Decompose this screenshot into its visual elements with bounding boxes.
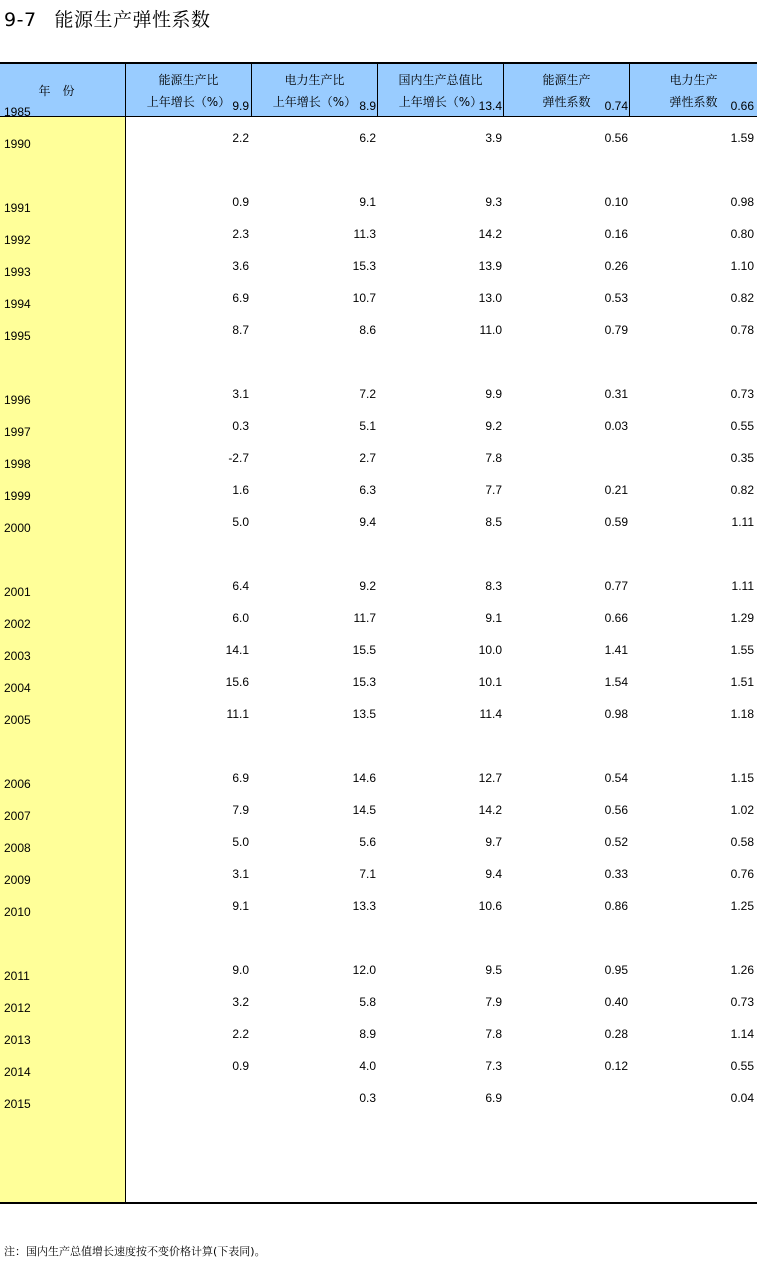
value-cell: 7.9 <box>485 995 502 1009</box>
value-cell: 14.2 <box>478 227 502 241</box>
value-cell: 0.10 <box>604 195 628 209</box>
value-cell: 0.52 <box>604 835 628 849</box>
value-cell: 0.3 <box>359 1091 376 1105</box>
value-cell: 7.8 <box>485 1027 502 1041</box>
year-cell: 2009 <box>4 873 31 887</box>
table-row <box>0 997 757 1017</box>
year-cell: 2003 <box>4 649 31 663</box>
value-cell: 6.0 <box>232 611 249 625</box>
value-cell: -2.7 <box>228 451 249 465</box>
value-cell: 0.66 <box>730 99 754 113</box>
value-cell: 0.82 <box>730 291 754 305</box>
year-cell: 1999 <box>4 489 31 503</box>
value-cell: 0.74 <box>604 99 628 113</box>
header-line1: 电力生产比 <box>284 72 345 87</box>
year-cell: 2012 <box>4 1001 31 1015</box>
value-cell: 0.86 <box>604 899 628 913</box>
table-row <box>0 325 757 345</box>
header-year: 年份 <box>0 64 126 116</box>
header-line1: 电力生产 <box>669 72 718 87</box>
year-cell: 1998 <box>4 457 31 471</box>
value-cell: 0.56 <box>604 131 628 145</box>
value-cell: 2.2 <box>232 131 249 145</box>
value-cell: 15.5 <box>352 643 376 657</box>
value-cell: 0.12 <box>604 1059 628 1073</box>
table-row <box>0 197 757 217</box>
table-row <box>0 1029 757 1049</box>
value-cell: 7.7 <box>485 483 502 497</box>
value-cell: 0.04 <box>730 1091 754 1105</box>
table-row <box>0 485 757 505</box>
value-cell: 3.6 <box>232 259 249 273</box>
value-cell: 13.9 <box>478 259 502 273</box>
value-cell: 1.54 <box>604 675 628 689</box>
value-cell: 9.3 <box>485 195 502 209</box>
header-line1: 国内生产总值比 <box>398 72 483 87</box>
value-cell: 0.98 <box>604 707 628 721</box>
value-cell: 5.6 <box>359 835 376 849</box>
value-cell: 0.33 <box>604 867 628 881</box>
value-cell: 5.0 <box>232 835 249 849</box>
value-cell: 9.0 <box>232 963 249 977</box>
value-cell: 1.59 <box>730 131 754 145</box>
value-cell: 11.4 <box>479 707 502 721</box>
value-cell: 11.7 <box>353 611 376 625</box>
table-row <box>0 645 757 665</box>
table-number: 9-7 <box>4 9 37 31</box>
value-cell: 0.76 <box>730 867 754 881</box>
table-row <box>0 773 757 793</box>
value-cell: 9.4 <box>359 515 376 529</box>
value-cell: 9.1 <box>485 611 502 625</box>
table-row <box>0 709 757 729</box>
table-row <box>0 677 757 697</box>
value-cell: 2.2 <box>232 1027 249 1041</box>
value-cell: 0.03 <box>604 419 628 433</box>
value-cell: 15.3 <box>352 259 376 273</box>
value-cell: 3.9 <box>485 131 502 145</box>
value-cell: 0.59 <box>604 515 628 529</box>
value-cell: 14.1 <box>225 643 249 657</box>
value-cell: 2.3 <box>232 227 249 241</box>
table-row <box>0 101 757 121</box>
value-cell: 15.3 <box>352 675 376 689</box>
value-cell: 9.1 <box>232 899 249 913</box>
value-cell: 0.73 <box>730 387 754 401</box>
value-cell: 15.6 <box>225 675 249 689</box>
value-cell: 0.98 <box>730 195 754 209</box>
year-cell: 1990 <box>4 137 31 151</box>
value-cell: 1.41 <box>604 643 628 657</box>
year-cell: 1991 <box>4 201 31 215</box>
table-title-text: 能源生产弹性系数 <box>54 9 211 31</box>
value-cell: 0.80 <box>730 227 754 241</box>
table-row <box>0 869 757 889</box>
value-cell: 7.3 <box>485 1059 502 1073</box>
value-cell: 13.3 <box>352 899 376 913</box>
year-cell: 2008 <box>4 841 31 855</box>
value-cell: 10.7 <box>352 291 376 305</box>
value-cell: 8.5 <box>485 515 502 529</box>
value-cell: 3.1 <box>232 387 249 401</box>
value-cell: 7.8 <box>485 451 502 465</box>
value-cell: 13.4 <box>478 99 502 113</box>
value-cell: 1.15 <box>730 771 754 785</box>
header-line2: 上年增长（%） <box>272 94 357 109</box>
table-row <box>0 901 757 921</box>
value-cell: 0.79 <box>604 323 628 337</box>
value-cell: 0.56 <box>604 803 628 817</box>
value-cell: 6.9 <box>232 771 249 785</box>
table-row <box>0 229 757 249</box>
value-cell: 10.6 <box>478 899 502 913</box>
value-cell: 4.0 <box>359 1059 376 1073</box>
year-cell: 1993 <box>4 265 31 279</box>
value-cell: 0.16 <box>604 227 628 241</box>
value-cell: 0.58 <box>730 835 754 849</box>
year-cell: 1997 <box>4 425 31 439</box>
year-cell: 2013 <box>4 1033 31 1047</box>
table-row <box>0 613 757 633</box>
value-cell: 0.31 <box>604 387 628 401</box>
year-cell: 2014 <box>4 1065 31 1079</box>
value-cell: 0.77 <box>604 579 628 593</box>
value-cell: 8.3 <box>485 579 502 593</box>
value-cell: 8.9 <box>359 99 376 113</box>
header-line2: 弹性系数 <box>669 94 718 109</box>
value-cell: 5.0 <box>232 515 249 529</box>
value-cell: 8.7 <box>232 323 249 337</box>
value-cell: 14.5 <box>352 803 376 817</box>
year-cell: 2004 <box>4 681 31 695</box>
footnote: 注：国内生产总值增长速度按不变价格计算(下表同)。 <box>4 1245 266 1258</box>
year-cell: 1996 <box>4 393 31 407</box>
value-cell: 1.11 <box>731 579 754 593</box>
value-cell: 5.1 <box>359 419 376 433</box>
header-line1: 能源生产比 <box>158 72 219 87</box>
value-cell: 9.5 <box>485 963 502 977</box>
table-row <box>0 453 757 473</box>
table-row <box>0 389 757 409</box>
value-cell: 11.3 <box>353 227 376 241</box>
value-cell: 0.40 <box>604 995 628 1009</box>
value-cell: 1.51 <box>730 675 754 689</box>
value-cell: 0.82 <box>730 483 754 497</box>
value-cell: 2.7 <box>359 451 376 465</box>
value-cell: 1.26 <box>730 963 754 977</box>
value-cell: 0.95 <box>604 963 628 977</box>
year-cell: 2010 <box>4 905 31 919</box>
value-cell: 1.18 <box>730 707 754 721</box>
table-row <box>0 133 757 153</box>
header-line2: 上年增长（%） <box>146 94 231 109</box>
value-cell: 13.0 <box>478 291 502 305</box>
value-cell: 0.9 <box>232 1059 249 1073</box>
value-cell: 1.10 <box>730 259 754 273</box>
value-cell: 7.9 <box>232 803 249 817</box>
data-table <box>0 62 757 1204</box>
bottom-rule <box>0 1202 757 1204</box>
value-cell: 0.73 <box>730 995 754 1009</box>
year-cell: 2006 <box>4 777 31 791</box>
value-cell: 6.2 <box>359 131 376 145</box>
year-cell: 2015 <box>4 1097 31 1111</box>
table-row <box>0 517 757 537</box>
value-cell: 9.7 <box>485 835 502 849</box>
value-cell: 3.2 <box>232 995 249 1009</box>
year-cell: 2007 <box>4 809 31 823</box>
year-cell: 2002 <box>4 617 31 631</box>
header-line2: 弹性系数 <box>542 94 591 109</box>
year-cell: 1994 <box>4 297 31 311</box>
value-cell: 0.21 <box>604 483 628 497</box>
value-cell: 9.2 <box>485 419 502 433</box>
header-line2: 上年增长（%） <box>398 94 483 109</box>
value-cell: 6.3 <box>359 483 376 497</box>
header-line1: 能源生产 <box>542 72 591 87</box>
table-row <box>0 261 757 281</box>
value-cell: 6.9 <box>232 291 249 305</box>
year-cell: 2000 <box>4 521 31 535</box>
year-cell: 2011 <box>4 969 30 983</box>
table-row <box>0 1093 757 1113</box>
value-cell: 8.6 <box>359 323 376 337</box>
year-cell: 2001 <box>4 585 31 599</box>
value-cell: 9.1 <box>359 195 376 209</box>
value-cell: 1.11 <box>731 515 754 529</box>
table-row <box>0 1061 757 1081</box>
value-cell: 0.55 <box>730 419 754 433</box>
table-row <box>0 805 757 825</box>
value-cell: 0.35 <box>730 451 754 465</box>
value-cell: 1.14 <box>730 1027 754 1041</box>
value-cell: 8.9 <box>359 1027 376 1041</box>
table-row <box>0 837 757 857</box>
year-cell: 1992 <box>4 233 31 247</box>
year-cell: 1995 <box>4 329 31 343</box>
value-cell: 1.6 <box>232 483 249 497</box>
value-cell: 0.55 <box>730 1059 754 1073</box>
value-cell: 0.9 <box>232 195 249 209</box>
value-cell: 0.53 <box>604 291 628 305</box>
value-cell: 10.1 <box>478 675 502 689</box>
value-cell: 1.29 <box>730 611 754 625</box>
value-cell: 0.78 <box>730 323 754 337</box>
value-cell: 0.28 <box>604 1027 628 1041</box>
value-cell: 13.5 <box>352 707 376 721</box>
value-cell: 14.2 <box>478 803 502 817</box>
page-title <box>4 5 211 32</box>
year-cell: 1985 <box>4 105 31 119</box>
value-cell: 0.66 <box>604 611 628 625</box>
value-cell: 7.1 <box>359 867 376 881</box>
value-cell: 14.6 <box>352 771 376 785</box>
value-cell: 1.55 <box>730 643 754 657</box>
value-cell: 9.4 <box>485 867 502 881</box>
value-cell: 12.0 <box>352 963 376 977</box>
value-cell: 1.02 <box>730 803 754 817</box>
value-cell: 0.54 <box>604 771 628 785</box>
value-cell: 6.9 <box>485 1091 502 1105</box>
value-cell: 9.9 <box>485 387 502 401</box>
table-row <box>0 581 757 601</box>
value-cell: 9.9 <box>232 99 249 113</box>
year-cell: 2005 <box>4 713 31 727</box>
value-cell: 1.25 <box>730 899 754 913</box>
table-row <box>0 965 757 985</box>
value-cell: 7.2 <box>359 387 376 401</box>
table-row <box>0 421 757 441</box>
value-cell: 11.0 <box>479 323 502 337</box>
value-cell: 0.26 <box>604 259 628 273</box>
value-cell: 5.8 <box>359 995 376 1009</box>
value-cell: 11.1 <box>226 707 249 721</box>
table-row <box>0 293 757 313</box>
value-cell: 3.1 <box>232 867 249 881</box>
value-cell: 10.0 <box>478 643 502 657</box>
value-cell: 12.7 <box>478 771 502 785</box>
value-cell: 6.4 <box>232 579 249 593</box>
value-cell: 0.3 <box>232 419 249 433</box>
value-cell: 9.2 <box>359 579 376 593</box>
